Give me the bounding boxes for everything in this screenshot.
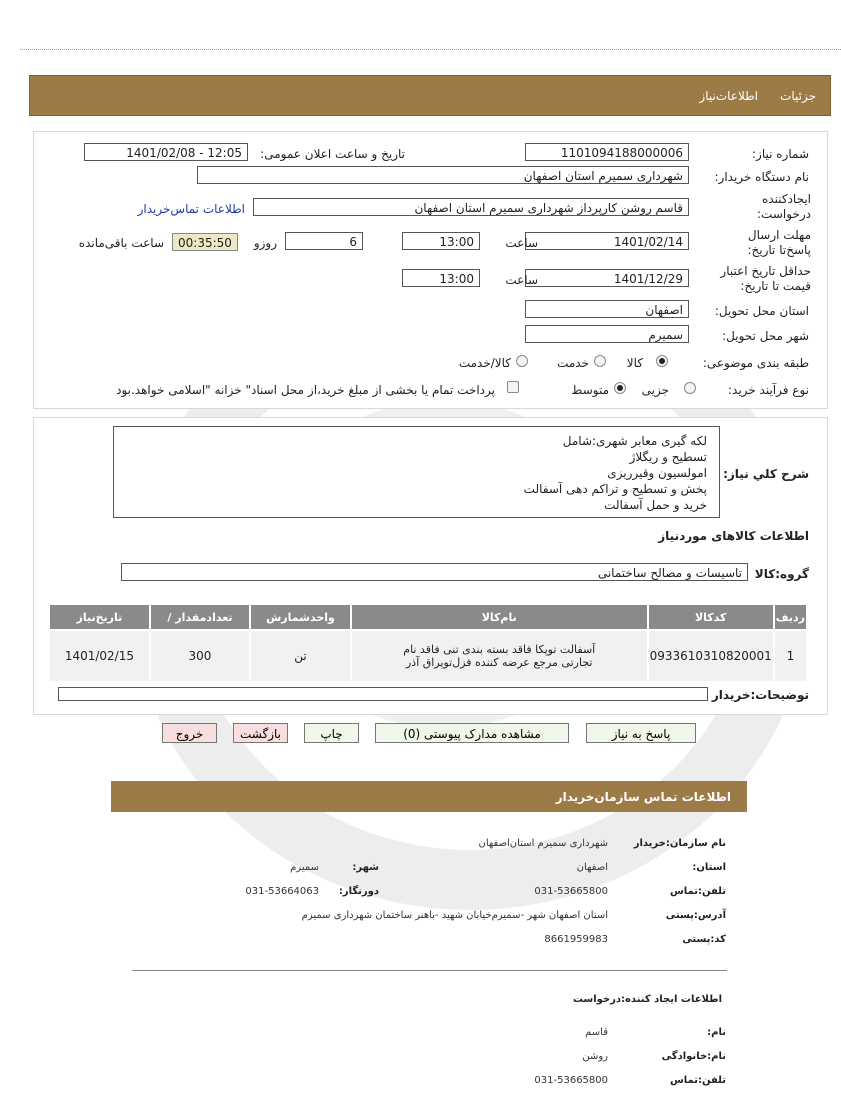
org-label: نام سازمان:خریدار [633, 838, 726, 849]
reply-button[interactable]: پاسخ به نیاز [586, 723, 696, 743]
cell-qty: 300 [151, 631, 249, 681]
description-label: شرح کلي نياز: [723, 467, 809, 481]
announce-label: تاریخ و ساعت اعلان عمومی: [260, 147, 405, 161]
days-label: روزو [253, 236, 277, 250]
col-unit: واحدشمارش [251, 605, 350, 629]
description-box [113, 426, 720, 518]
deadline-time-field: 13:00 [402, 232, 480, 250]
province-contact-value: اصفهان [576, 862, 608, 873]
buyer-label: نام دستگاه خریدار: [714, 170, 809, 184]
remaining-label: ساعت باقی‌مانده [78, 236, 164, 250]
buyer-notes-field [58, 687, 708, 701]
print-button[interactable]: چاپ [304, 723, 359, 743]
col-qty: تعدادمقدار / [151, 605, 249, 629]
description-line: پخش و تسطیح و تراکم دهی آسفالت [523, 482, 707, 496]
creator-phone-label: تلفن:تماس [669, 1075, 726, 1086]
process-minor-radio[interactable] [684, 382, 696, 394]
postal-label: کد:پستی [682, 934, 726, 945]
cell-name: آسفالت توپکا فاقد بسته بندی تنی فاقد نام تجارتی مرجع عرضه کننده فزل‌توپراق آذر [352, 631, 647, 681]
validity-time-label: ساعت [505, 273, 538, 287]
deadline-date-field: 1401/02/14 [525, 232, 689, 250]
process-label: نوع فرآیند خرید: [728, 383, 809, 397]
validity-date-field: 1401/12/29 [525, 269, 689, 287]
category-goods-service-label: کالا/خدمت [458, 356, 511, 370]
name-value: قاسم [585, 1027, 608, 1038]
page-header [29, 75, 831, 116]
city-field: سمیرم [525, 325, 689, 343]
org-value: شهرداری سمیرم استان‌اصفهان [478, 838, 608, 849]
name-label: نام: [707, 1027, 726, 1038]
city-contact-value: سمیرم [290, 862, 319, 873]
contact-title: اطلاعات تماس سازمان‌خریدار [555, 790, 731, 804]
address-value: استان اصفهان شهر -سمیرم‌خیابان شهید -باهنر ساختمان شهرداری سمیرم [301, 910, 608, 921]
goods-table [48, 603, 808, 683]
family-label: نام:خانوادگی [661, 1051, 726, 1062]
buyer-field: شهرداری سمیرم استان اصفهان [197, 166, 689, 184]
goods-group-label: گروه:کالا [754, 567, 809, 581]
need-number-field: 1101094188000006 [525, 143, 689, 161]
description-line: تسطیح و ریگلاژ [629, 450, 707, 464]
process-medium-radio[interactable] [614, 382, 626, 394]
buyer-contact-link[interactable]: اطلاعات تماس‌خریدار [137, 202, 245, 216]
cell-date: 1401/02/15 [50, 631, 149, 681]
postal-value: 8661959983 [544, 934, 608, 945]
col-code: کدکالا [649, 605, 773, 629]
creator-section-title: اطلاعات ایجاد کننده:درخواست [572, 994, 722, 1005]
top-divider [20, 49, 841, 50]
creator-phone-value: 031-53665800 [534, 1075, 608, 1086]
creator-label: ایجادکننده درخواست: [757, 192, 811, 221]
contact-divider [132, 970, 727, 971]
cell-code: 0933610310820001 [649, 631, 773, 681]
family-value: روشن [582, 1051, 608, 1062]
category-goods-label: کالا [626, 356, 643, 370]
city-label: شهر محل تحویل: [722, 329, 809, 343]
category-label: طبقه بندی موضوعی: [702, 356, 809, 370]
table-row [50, 631, 806, 681]
phone-label: تلفن:تماس [669, 886, 726, 897]
description-line: خرید و حمل آسفالت [604, 498, 707, 512]
tab-details[interactable]: جزئیات [780, 89, 816, 103]
cell-row: 1 [775, 631, 806, 681]
province-field: اصفهان [525, 300, 689, 318]
need-number-label: شماره نیاز: [752, 147, 809, 161]
goods-group-field: تاسیسات و مصالح ساختمانی [121, 563, 748, 581]
fax-label: دورنگار: [338, 886, 379, 897]
fax-value: 031-53664063 [245, 886, 319, 897]
validity-time-field: 13:00 [402, 269, 480, 287]
description-line: لکه گیری معابر شهری:شامل [562, 434, 707, 448]
cell-unit: تن [251, 631, 350, 681]
address-label: آدرس:پستی [665, 910, 726, 921]
category-goods-radio[interactable] [656, 355, 668, 367]
process-medium-label: متوسط [571, 383, 609, 397]
col-name: نام‌کالا [352, 605, 647, 629]
deadline-label: مهلت ارسال پاسخ‌تا تاریخ: [747, 228, 811, 257]
buyer-notes-label: توضیحات:خریدار [711, 688, 809, 702]
payment-note: پرداخت تمام یا بخشی از مبلغ خرید،از محل اسناد" خزانه "اسلامی خواهد.بود [116, 383, 495, 397]
province-label: استان محل تحویل: [714, 304, 809, 318]
province-contact-label: استان: [692, 862, 726, 873]
contact-header [111, 781, 747, 812]
city-contact-label: شهر: [352, 862, 379, 873]
announce-field: 1401/02/08 - 12:05 [84, 143, 248, 161]
description-line: امولسیون وقیرریزی [607, 466, 707, 480]
attachments-button[interactable]: مشاهده مدارک پیوستی (0) [375, 723, 569, 743]
creator-field: قاسم روشن کارپرداز شهرداری سمیرم استان اصفهان [253, 198, 689, 216]
validity-label: حداقل تاریخ اعتبار قیمت تا تاریخ: [720, 264, 811, 293]
exit-button[interactable]: خروج [162, 723, 217, 743]
back-button[interactable]: بازگشت [233, 723, 288, 743]
deadline-time-label: ساعت [505, 236, 538, 250]
tab-need-info[interactable]: اطلاعات‌نیاز [699, 89, 758, 103]
col-date: تاریخ‌نیاز [50, 605, 149, 629]
goods-table-header [50, 605, 806, 629]
payment-checkbox[interactable] [507, 381, 519, 393]
phone-value: 031-53665800 [534, 886, 608, 897]
remaining-timer: 00:35:50 [172, 233, 238, 251]
col-row: ردیف [775, 605, 806, 629]
category-service-label: خدمت [557, 356, 589, 370]
goods-section-title: اطلاعات کالاهای موردنیاز [658, 529, 809, 543]
category-goods-service-radio[interactable] [516, 355, 528, 367]
process-minor-label: جزیی [641, 383, 669, 397]
days-field: 6 [285, 232, 363, 250]
category-service-radio[interactable] [594, 355, 606, 367]
